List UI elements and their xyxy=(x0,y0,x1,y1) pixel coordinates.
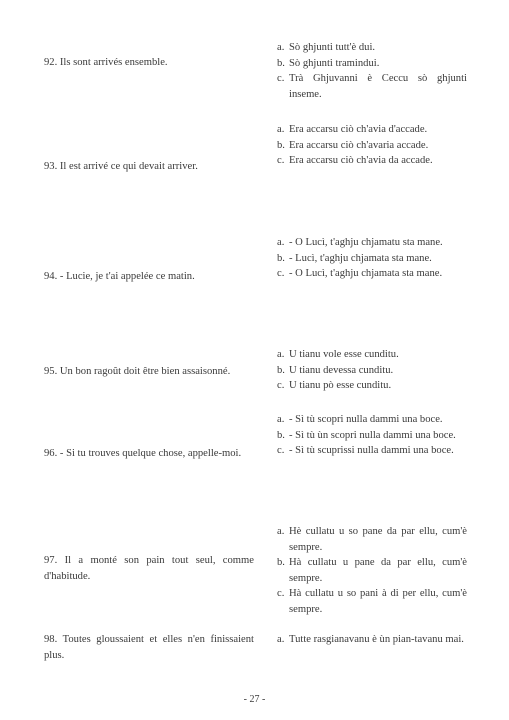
question-96: 96. - Si tu trouves quelque chose, appelle-moi. xyxy=(44,448,242,459)
options-94 xyxy=(277,235,467,282)
question-92: 92. Ils sont arrivés ensemble. xyxy=(44,57,168,68)
option-text: Tutte rasgianavanu è ùn pian-tavanu mai. xyxy=(289,634,464,645)
option-text: - O Lucì, t'aghju chjamatu sta mane. xyxy=(289,237,443,248)
question-94: 94. - Lucie, je t'ai appelée ce matin. xyxy=(44,271,195,282)
option-93-b xyxy=(277,138,467,154)
option-text: - Sì tù scopri nulla dammi una boce. xyxy=(289,414,443,425)
question-93: 93. Il est arrivé ce qui devait arriver. xyxy=(44,161,198,172)
option-letter: a. xyxy=(277,124,285,135)
option-95-b xyxy=(277,363,467,379)
option-text: Era accarsu ciò ch'avia da accade. xyxy=(289,155,433,166)
option-letter: c. xyxy=(277,380,285,391)
option-93-c xyxy=(277,153,467,169)
option-98-a xyxy=(277,632,467,648)
options-97 xyxy=(277,524,467,617)
question-97: 97. Il a monté son pain tout seul, comme d'habitude. xyxy=(44,555,254,582)
option-93-a xyxy=(277,122,467,138)
option-text: Hè cullatu u so pane da par ellu, cum'è sempre. xyxy=(289,526,467,553)
option-letter: a. xyxy=(277,42,285,53)
option-text: - Sì tù scuprissi nulla dammi una boce. xyxy=(289,445,454,456)
option-letter: c. xyxy=(277,268,285,279)
option-letter: c. xyxy=(277,155,285,166)
option-96-a xyxy=(277,412,467,428)
option-text: - Lucì, t'aghju chjamata sta mane. xyxy=(289,252,432,264)
question-95: 95. Un bon ragoût doit être bien assaisonné. xyxy=(44,366,231,377)
options-96 xyxy=(277,412,467,459)
option-text: Hà cullatu u so pani à di per ellu, cum'è sempre. xyxy=(289,588,467,615)
option-text: U tianu pò esse cunditu. xyxy=(289,380,392,391)
option-text: Hà cullatu u pane da par ellu, cum'è sempre. xyxy=(289,557,467,584)
question-98: 98. Toutes gloussaient et elles n'en finissaient plus. xyxy=(44,634,254,661)
option-letter: b. xyxy=(277,139,285,151)
option-letter: b. xyxy=(277,557,285,568)
option-95-c xyxy=(277,378,467,394)
options-98 xyxy=(277,632,467,648)
page-number: - 27 - xyxy=(243,694,266,705)
option-letter: a. xyxy=(277,237,285,248)
option-text: Trà Ghjuvanni è Ceccu sò ghjunti inseme. xyxy=(289,73,467,100)
option-letter: c. xyxy=(277,588,285,599)
option-96-c xyxy=(277,443,467,459)
option-text: Sò ghjunti tutt'è dui. xyxy=(289,42,376,53)
option-94-b xyxy=(277,251,467,267)
option-text: U tianu vole esse cunditu. xyxy=(289,349,399,360)
option-letter: a. xyxy=(277,349,285,360)
option-letter: a. xyxy=(277,414,285,425)
option-94-a xyxy=(277,235,467,251)
option-96-b xyxy=(277,428,467,444)
option-text: Era accarsu ciò ch'avaria accade. xyxy=(289,139,429,151)
option-letter: b. xyxy=(277,429,285,441)
option-letter: b. xyxy=(277,364,285,376)
option-letter: c. xyxy=(277,73,285,84)
option-95-a xyxy=(277,347,467,363)
option-letter: a. xyxy=(277,634,285,645)
option-94-c xyxy=(277,266,467,282)
option-92-b xyxy=(277,56,467,72)
option-letter: b. xyxy=(277,57,285,69)
option-text: Sò ghjunti tramindui. xyxy=(289,57,380,69)
option-letter: b. xyxy=(277,252,285,264)
option-92-c xyxy=(277,71,467,102)
options-92 xyxy=(277,40,467,102)
option-text: Era accarsu ciò ch'avia d'accade. xyxy=(289,124,428,135)
option-text: U tianu devessa cunditu. xyxy=(289,364,394,376)
options-95 xyxy=(277,347,467,394)
options-93 xyxy=(277,122,467,169)
option-text: - Sì tù ùn scopri nulla dammi una boce. xyxy=(289,429,456,441)
option-92-a xyxy=(277,40,467,56)
option-text: - O Lucì, t'aghju chjamata sta mane. xyxy=(289,268,443,279)
option-97-b xyxy=(277,555,467,586)
option-97-a xyxy=(277,524,467,555)
option-97-c xyxy=(277,586,467,617)
option-letter: c. xyxy=(277,445,285,456)
option-letter: a. xyxy=(277,526,285,537)
